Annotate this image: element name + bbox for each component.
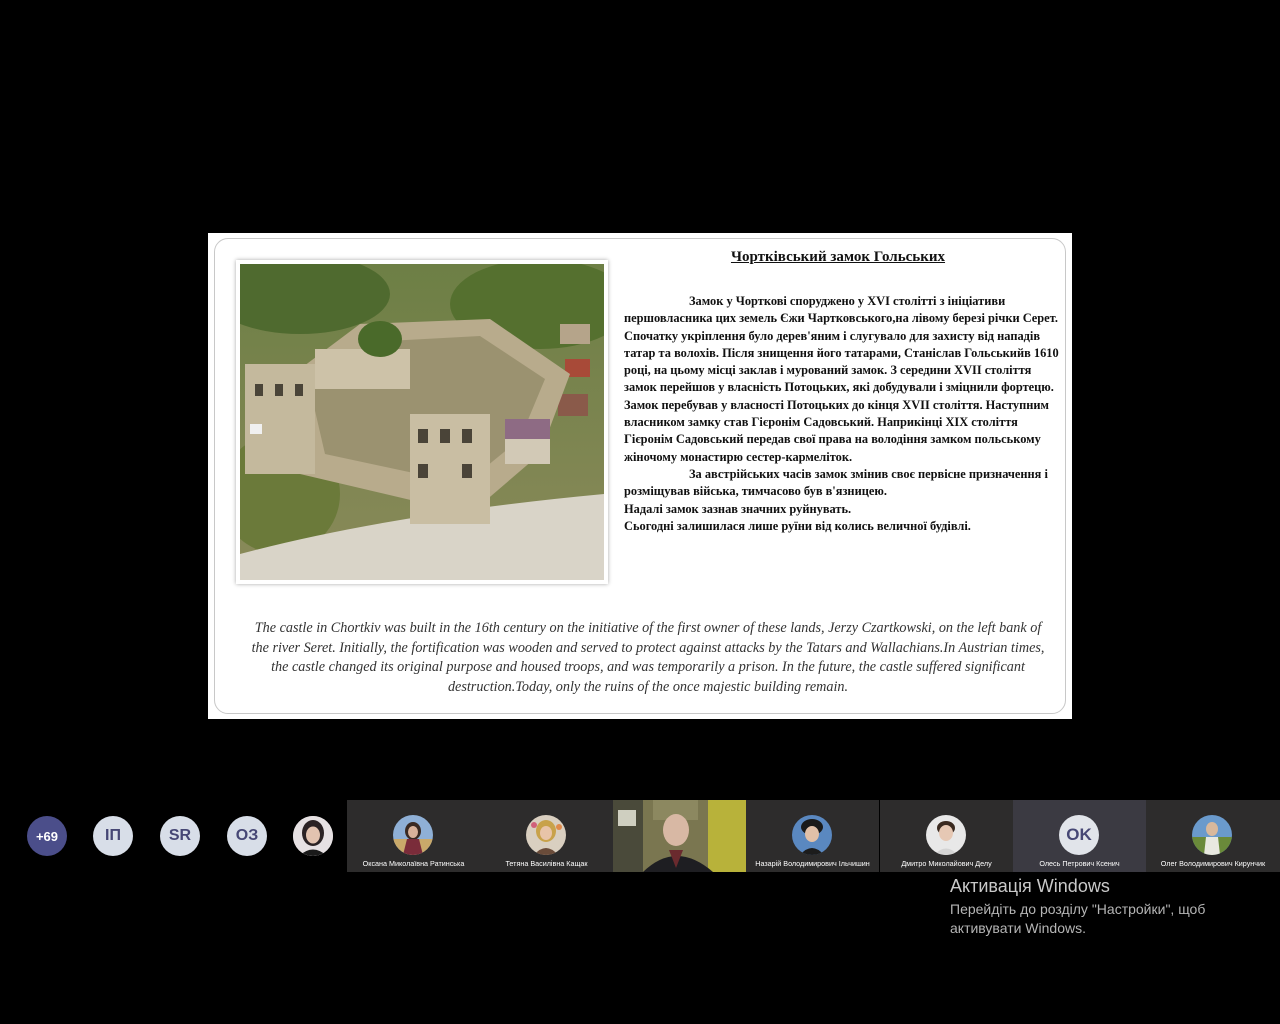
person-photo-icon (293, 816, 333, 856)
person-photo-icon (926, 815, 966, 855)
avatar (926, 815, 966, 855)
windows-activation-subtitle: Перейдіть до розділу "Настройки", щоб активувати Windows. (950, 901, 1206, 936)
participant-name: Назарій Володимирович Ільчишин (755, 859, 870, 868)
participant-tile[interactable] (880, 800, 1013, 872)
avatar (526, 815, 566, 855)
slide-title: Чортківський замок Гольських (730, 249, 946, 265)
shared-slide (208, 233, 1072, 719)
castle-aerial-image (240, 264, 604, 580)
participant-tile[interactable] (746, 800, 879, 872)
more-participants-button[interactable]: +69 (27, 816, 67, 856)
participant-video (613, 800, 746, 872)
participant-avatar[interactable]: ОЗ (227, 816, 267, 856)
uk-paragraph: Спочатку укріплення було дерев'яним і слугувало для захисту від нападів татар та волохів. Після знищення його татарами, Станіслав Гольськийв 1610 році, на цьому місці заклав і мурований замок. З середини XVII століття замок перейшов у власність Потоцьких, які добудували і зміцнили фортецю. Замок перебував у власності Потоцьких до кінця XVII століття. Наступним власником замку став Гієронім Садовський. Наприкінці XIX століття Гієронім Садовський передав свої права на володіння замком польському жіночому монастирю сестер-кармеліток. (624, 328, 1059, 464)
participant-avatar[interactable]: ІП (93, 816, 133, 856)
uk-paragraph: Надалі замок зазнав значних руйнувать. (624, 501, 852, 516)
ukrainian-text (624, 293, 1064, 535)
participant-avatar[interactable]: SR (160, 816, 200, 856)
person-photo-icon (1192, 815, 1232, 855)
participant-initials: OK (1059, 815, 1099, 855)
person-photo-icon (393, 815, 433, 855)
castle-photo (236, 260, 608, 584)
avatar (792, 815, 832, 855)
participant-name: Олег Володимирович Кирунчик (1160, 859, 1266, 868)
uk-paragraph: Замок у Чорткові споруджено у XVI столітті з ініціативи першовласника цих земель Єжи Чартковського,на лівому березі річки Серет. (624, 294, 1058, 326)
participant-tile[interactable] (347, 800, 480, 872)
windows-activation-title: Активація Windows (950, 876, 1110, 896)
participant-avatar-photo[interactable] (293, 816, 333, 856)
uk-paragraph: Сьогодні залишилася лише руїни від колись величної будівлі. (624, 518, 971, 533)
participant-video-tile[interactable] (613, 800, 746, 872)
participant-name: Олесь Петрович Ксенич (1039, 859, 1120, 868)
participant-tile[interactable] (480, 800, 613, 872)
participant-tile[interactable] (1146, 800, 1280, 872)
avatar (1192, 815, 1232, 855)
participant-name: Оксана Миколаївна Ратинська (362, 859, 465, 868)
participant-name: Тетяна Василівна Кащак (505, 859, 588, 868)
participant-tile[interactable] (1013, 800, 1146, 872)
uk-paragraph: За австрійських часів замок змінив своє первісне призначення і розміщував війська, тимчасово був в'язницею. (624, 466, 1048, 499)
participant-name: Дмитро Миколайович Делу (901, 859, 992, 868)
person-photo-icon (792, 815, 832, 855)
person-photo-icon (526, 815, 566, 855)
avatar (393, 815, 433, 855)
english-text: The castle in Chortkiv was built in the 16th century on the initiative of the first owner of these lands, Jerzy Czartkowski, on the left bank of the river Seret. Initially, the fortification was wooden and served to protect against attacks by the Tatars and Wallachians.In Austrian times, the castle changed its original purpose and housed troops, and was temporarily a prison. In the future, the castle suffered significant destruction.Today, only the ruins of the once majestic building remain. (251, 620, 1045, 695)
